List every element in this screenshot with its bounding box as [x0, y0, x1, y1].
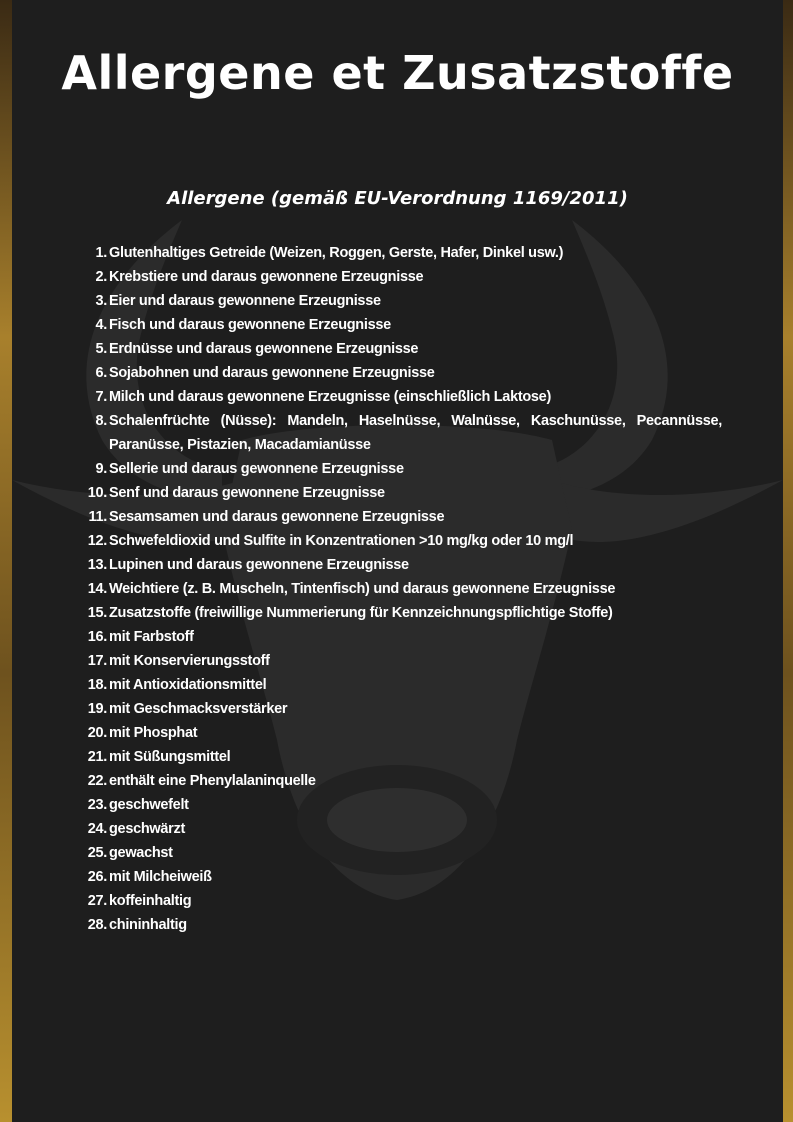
- page-title: Allergene et Zusatzstoffe: [61, 46, 734, 100]
- list-item-text: mit Konservierungsstoff: [109, 653, 270, 669]
- list-item-text: Krebstiere und daraus gewonnene Erzeugnisse: [109, 269, 424, 285]
- list-item-text: mit Milcheiweiß: [109, 869, 212, 885]
- list-item-text: mit Geschmacksverstärker: [109, 701, 288, 717]
- list-item-text: Eier und daraus gewonnene Erzeugnisse: [109, 293, 381, 309]
- list-item-number: 19.: [87, 701, 107, 717]
- list-item-number: 9.: [95, 461, 107, 477]
- list-item-text: Fisch und daraus gewonnene Erzeugnisse: [109, 317, 391, 333]
- list-item-text: mit Farbstoff: [109, 629, 194, 645]
- list-item-number: 20.: [87, 725, 107, 741]
- list-item-text: mit Phosphat: [109, 725, 198, 741]
- list-item: [82, 649, 722, 673]
- list-item: [82, 913, 722, 937]
- list-item-text: Weichtiere (z. B. Muscheln, Tintenfisch) und daraus gewonnene Erzeugnisse: [109, 581, 616, 597]
- list-item-number: 12.: [87, 533, 107, 549]
- list-item-number: 7.: [95, 389, 107, 405]
- list-item-number: 5.: [95, 341, 107, 357]
- page-panel: [12, 0, 783, 1122]
- list-item-number: 2.: [95, 269, 107, 285]
- list-item: [82, 529, 722, 553]
- list-item: [82, 385, 722, 409]
- list-item-number: 22.: [87, 773, 107, 789]
- list-item-text: Erdnüsse und daraus gewonnene Erzeugnisse: [109, 341, 419, 357]
- list-item-number: 16.: [87, 629, 107, 645]
- list-item: [82, 289, 722, 313]
- list-item-text: geschwärzt: [109, 821, 185, 837]
- list-item: [82, 721, 722, 745]
- list-item-text: enthält eine Phenylalaninquelle: [109, 773, 316, 789]
- list-item-text: Schalenfrüchte (Nüsse): Mandeln, Haselnüsse, Walnüsse, Kaschunüsse, Pecannüsse, Paranüsse, Pistazien, Macadamianüsse: [109, 413, 722, 453]
- list-item: [82, 841, 722, 865]
- list-item-number: 24.: [87, 821, 107, 837]
- list-item-text: mit Süßungsmittel: [109, 749, 231, 765]
- list-item-text: Zusatzstoffe (freiwillige Nummerierung für Kennzeichnungspflichtige Stoffe): [109, 605, 613, 621]
- list-item-number: 15.: [87, 605, 107, 621]
- list-item: [82, 337, 722, 361]
- list-item-text: mit Antioxidationsmittel: [109, 677, 267, 693]
- list-item-number: 1.: [95, 245, 107, 261]
- list-item: [82, 481, 722, 505]
- list-item-number: 4.: [95, 317, 107, 333]
- list-item-text: Senf und daraus gewonnene Erzeugnisse: [109, 485, 385, 501]
- list-item-number: 13.: [87, 557, 107, 573]
- list-item: [82, 457, 722, 481]
- allergen-list: [82, 241, 722, 937]
- list-item-number: 25.: [87, 845, 107, 861]
- list-item-text: Sesamsamen und daraus gewonnene Erzeugnisse: [109, 509, 445, 525]
- list-item: [82, 361, 722, 385]
- list-item-number: 3.: [95, 293, 107, 309]
- list-item-number: 27.: [87, 893, 107, 909]
- list-item-text: Sellerie und daraus gewonnene Erzeugnisse: [109, 461, 404, 477]
- list-item-text: Glutenhaltiges Getreide (Weizen, Roggen, Gerste, Hafer, Dinkel usw.): [109, 245, 564, 261]
- list-item-number: 6.: [95, 365, 107, 381]
- list-item: [82, 697, 722, 721]
- list-item: [82, 889, 722, 913]
- list-item-number: 17.: [87, 653, 107, 669]
- list-item-text: Sojabohnen und daraus gewonnene Erzeugnisse: [109, 365, 435, 381]
- list-item: [82, 769, 722, 793]
- list-item-number: 11.: [88, 509, 107, 525]
- list-item-number: 18.: [87, 677, 107, 693]
- list-item: [82, 553, 722, 577]
- list-item: [82, 745, 722, 769]
- list-item: [82, 673, 722, 697]
- list-item: [82, 505, 722, 529]
- list-item-text: Milch und daraus gewonnene Erzeugnisse (einschließlich Laktose): [109, 389, 551, 405]
- list-item-text: koffeinhaltig: [109, 893, 192, 909]
- list-item: [82, 601, 722, 625]
- list-item: [82, 817, 722, 841]
- list-item: [82, 793, 722, 817]
- list-item: [82, 865, 722, 889]
- list-item-number: 10.: [87, 485, 107, 501]
- list-item-number: 23.: [87, 797, 107, 813]
- list-item-number: 8.: [95, 413, 107, 429]
- list-item-number: 21.: [87, 749, 107, 765]
- page-subtitle: Allergene (gemäß EU-Verordnung 1169/2011): [167, 188, 628, 209]
- list-item-number: 14.: [87, 581, 107, 597]
- list-item-number: 26.: [87, 869, 107, 885]
- list-item-text: geschwefelt: [109, 797, 189, 813]
- list-item: [82, 313, 722, 337]
- list-item: [82, 625, 722, 649]
- list-item: [82, 577, 722, 601]
- list-item: [82, 265, 722, 289]
- list-item-text: Schwefeldioxid und Sulfite in Konzentrationen >10 mg/kg oder 10 mg/l: [109, 533, 574, 549]
- list-item-text: Lupinen und daraus gewonnene Erzeugnisse: [109, 557, 409, 573]
- list-item-text: gewachst: [109, 845, 173, 861]
- list-item-number: 28.: [87, 917, 107, 933]
- list-item-text: chininhaltig: [109, 917, 187, 933]
- list-item: [82, 241, 722, 265]
- list-item: [82, 409, 722, 457]
